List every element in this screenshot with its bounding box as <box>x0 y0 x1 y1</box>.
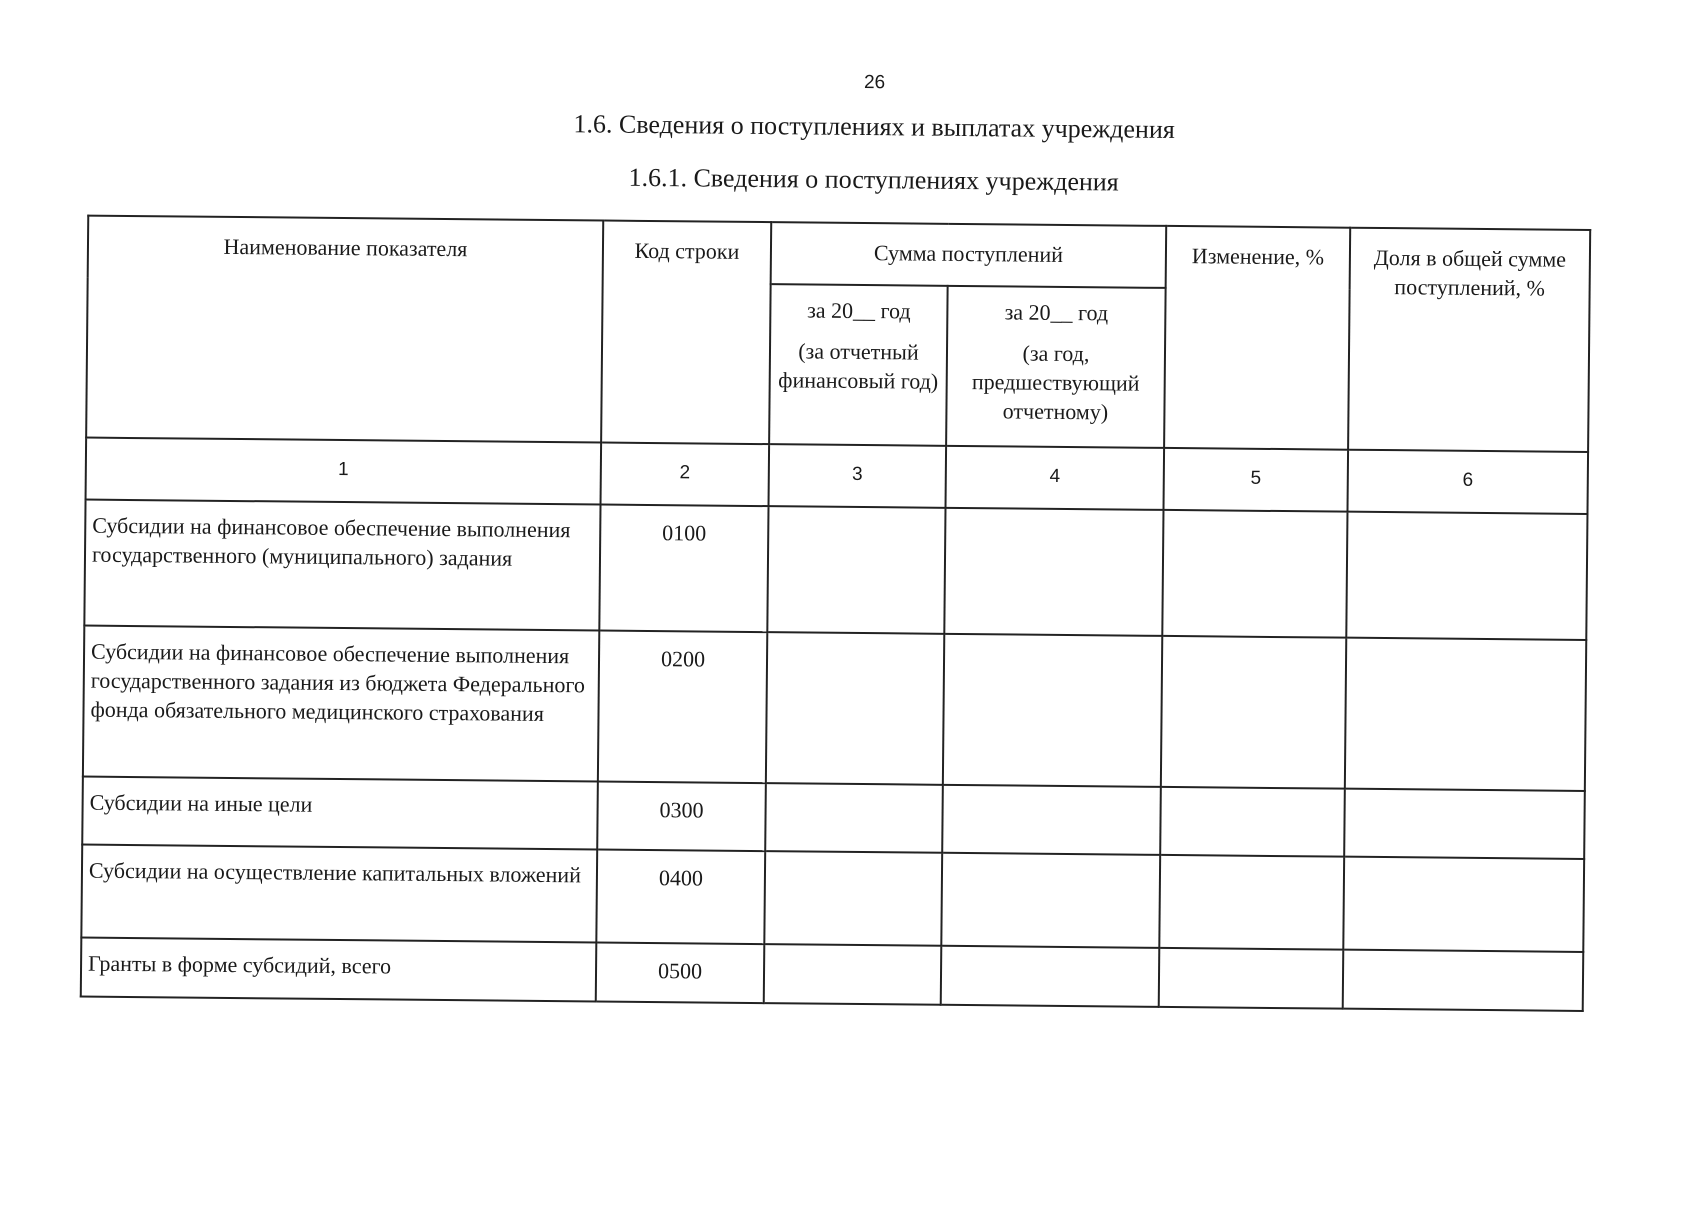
column-number: 6 <box>1348 450 1589 514</box>
row-name: Субсидии на иные цели <box>82 777 598 850</box>
section-title: 1.6. Сведения о поступлениях и выплатах учреждения <box>573 109 1175 145</box>
year-reporting-note: (за отчетный финансовый год) <box>778 338 939 394</box>
row-code: 0500 <box>596 942 765 1003</box>
header-code: Код строки <box>601 221 771 445</box>
header-sum: Сумма поступлений <box>771 222 1167 288</box>
year-reporting-label: за 20__ год <box>807 297 911 324</box>
row-name: Субсидии на осуществление капитальных вложений <box>81 845 597 943</box>
column-number: 1 <box>86 438 602 505</box>
header-share: Доля в общей сумме поступлений, % <box>1348 228 1590 452</box>
row-name: Субсидии на финансовое обеспечение выполнения государственного задания из бюджета Федерального фонда обязательного медицинского страхования <box>83 626 599 782</box>
receipts-table <box>80 215 1591 1012</box>
header-year-reporting <box>769 284 948 446</box>
cell-previous-year[interactable] <box>944 508 1163 636</box>
column-number: 3 <box>769 444 947 508</box>
row-code: 0100 <box>599 505 768 633</box>
table-row <box>84 500 1587 640</box>
cell-share[interactable] <box>1345 638 1586 791</box>
header-row-1 <box>88 216 1591 292</box>
header-year-previous <box>946 286 1166 448</box>
cell-reporting-year[interactable] <box>764 944 942 1005</box>
row-name: Субсидии на финансовое обеспечение выполнения государственного (муниципального) задания <box>84 500 600 631</box>
cell-share[interactable] <box>1343 950 1584 1011</box>
year-previous-label: за 20__ год <box>1004 299 1109 326</box>
cell-change[interactable] <box>1161 636 1346 789</box>
header-change: Изменение, % <box>1164 226 1350 450</box>
row-name: Гранты в форме субсидий, всего <box>81 938 597 1002</box>
cell-reporting-year[interactable] <box>764 851 942 946</box>
row-code: 0300 <box>597 781 766 851</box>
row-code: 0200 <box>598 631 767 784</box>
year-previous-note: (за год, предшествующий отчетному) <box>971 340 1140 425</box>
cell-reporting-year[interactable] <box>766 632 944 785</box>
cell-reporting-year[interactable] <box>765 783 943 853</box>
cell-previous-year[interactable] <box>941 853 1160 948</box>
column-number: 5 <box>1164 448 1349 512</box>
cell-reporting-year[interactable] <box>767 506 945 634</box>
cell-share[interactable] <box>1344 789 1585 859</box>
cell-share[interactable] <box>1343 857 1584 952</box>
cell-previous-year[interactable] <box>942 785 1161 855</box>
cell-change[interactable] <box>1159 948 1344 1009</box>
cell-previous-year[interactable] <box>943 634 1162 787</box>
column-number: 2 <box>601 443 770 507</box>
header-name: Наименование показателя <box>86 216 603 443</box>
subsection-title: 1.6.1. Сведения о поступлениях учреждения <box>628 162 1119 197</box>
row-code: 0400 <box>596 849 765 944</box>
cell-share[interactable] <box>1346 512 1587 640</box>
table-row <box>83 626 1586 791</box>
page-number: 26 <box>863 72 886 94</box>
table-row <box>81 845 1584 952</box>
column-number: 4 <box>946 446 1165 510</box>
cell-change[interactable] <box>1162 510 1347 638</box>
cell-previous-year[interactable] <box>941 946 1160 1007</box>
cell-change[interactable] <box>1160 787 1345 857</box>
cell-change[interactable] <box>1159 855 1344 950</box>
